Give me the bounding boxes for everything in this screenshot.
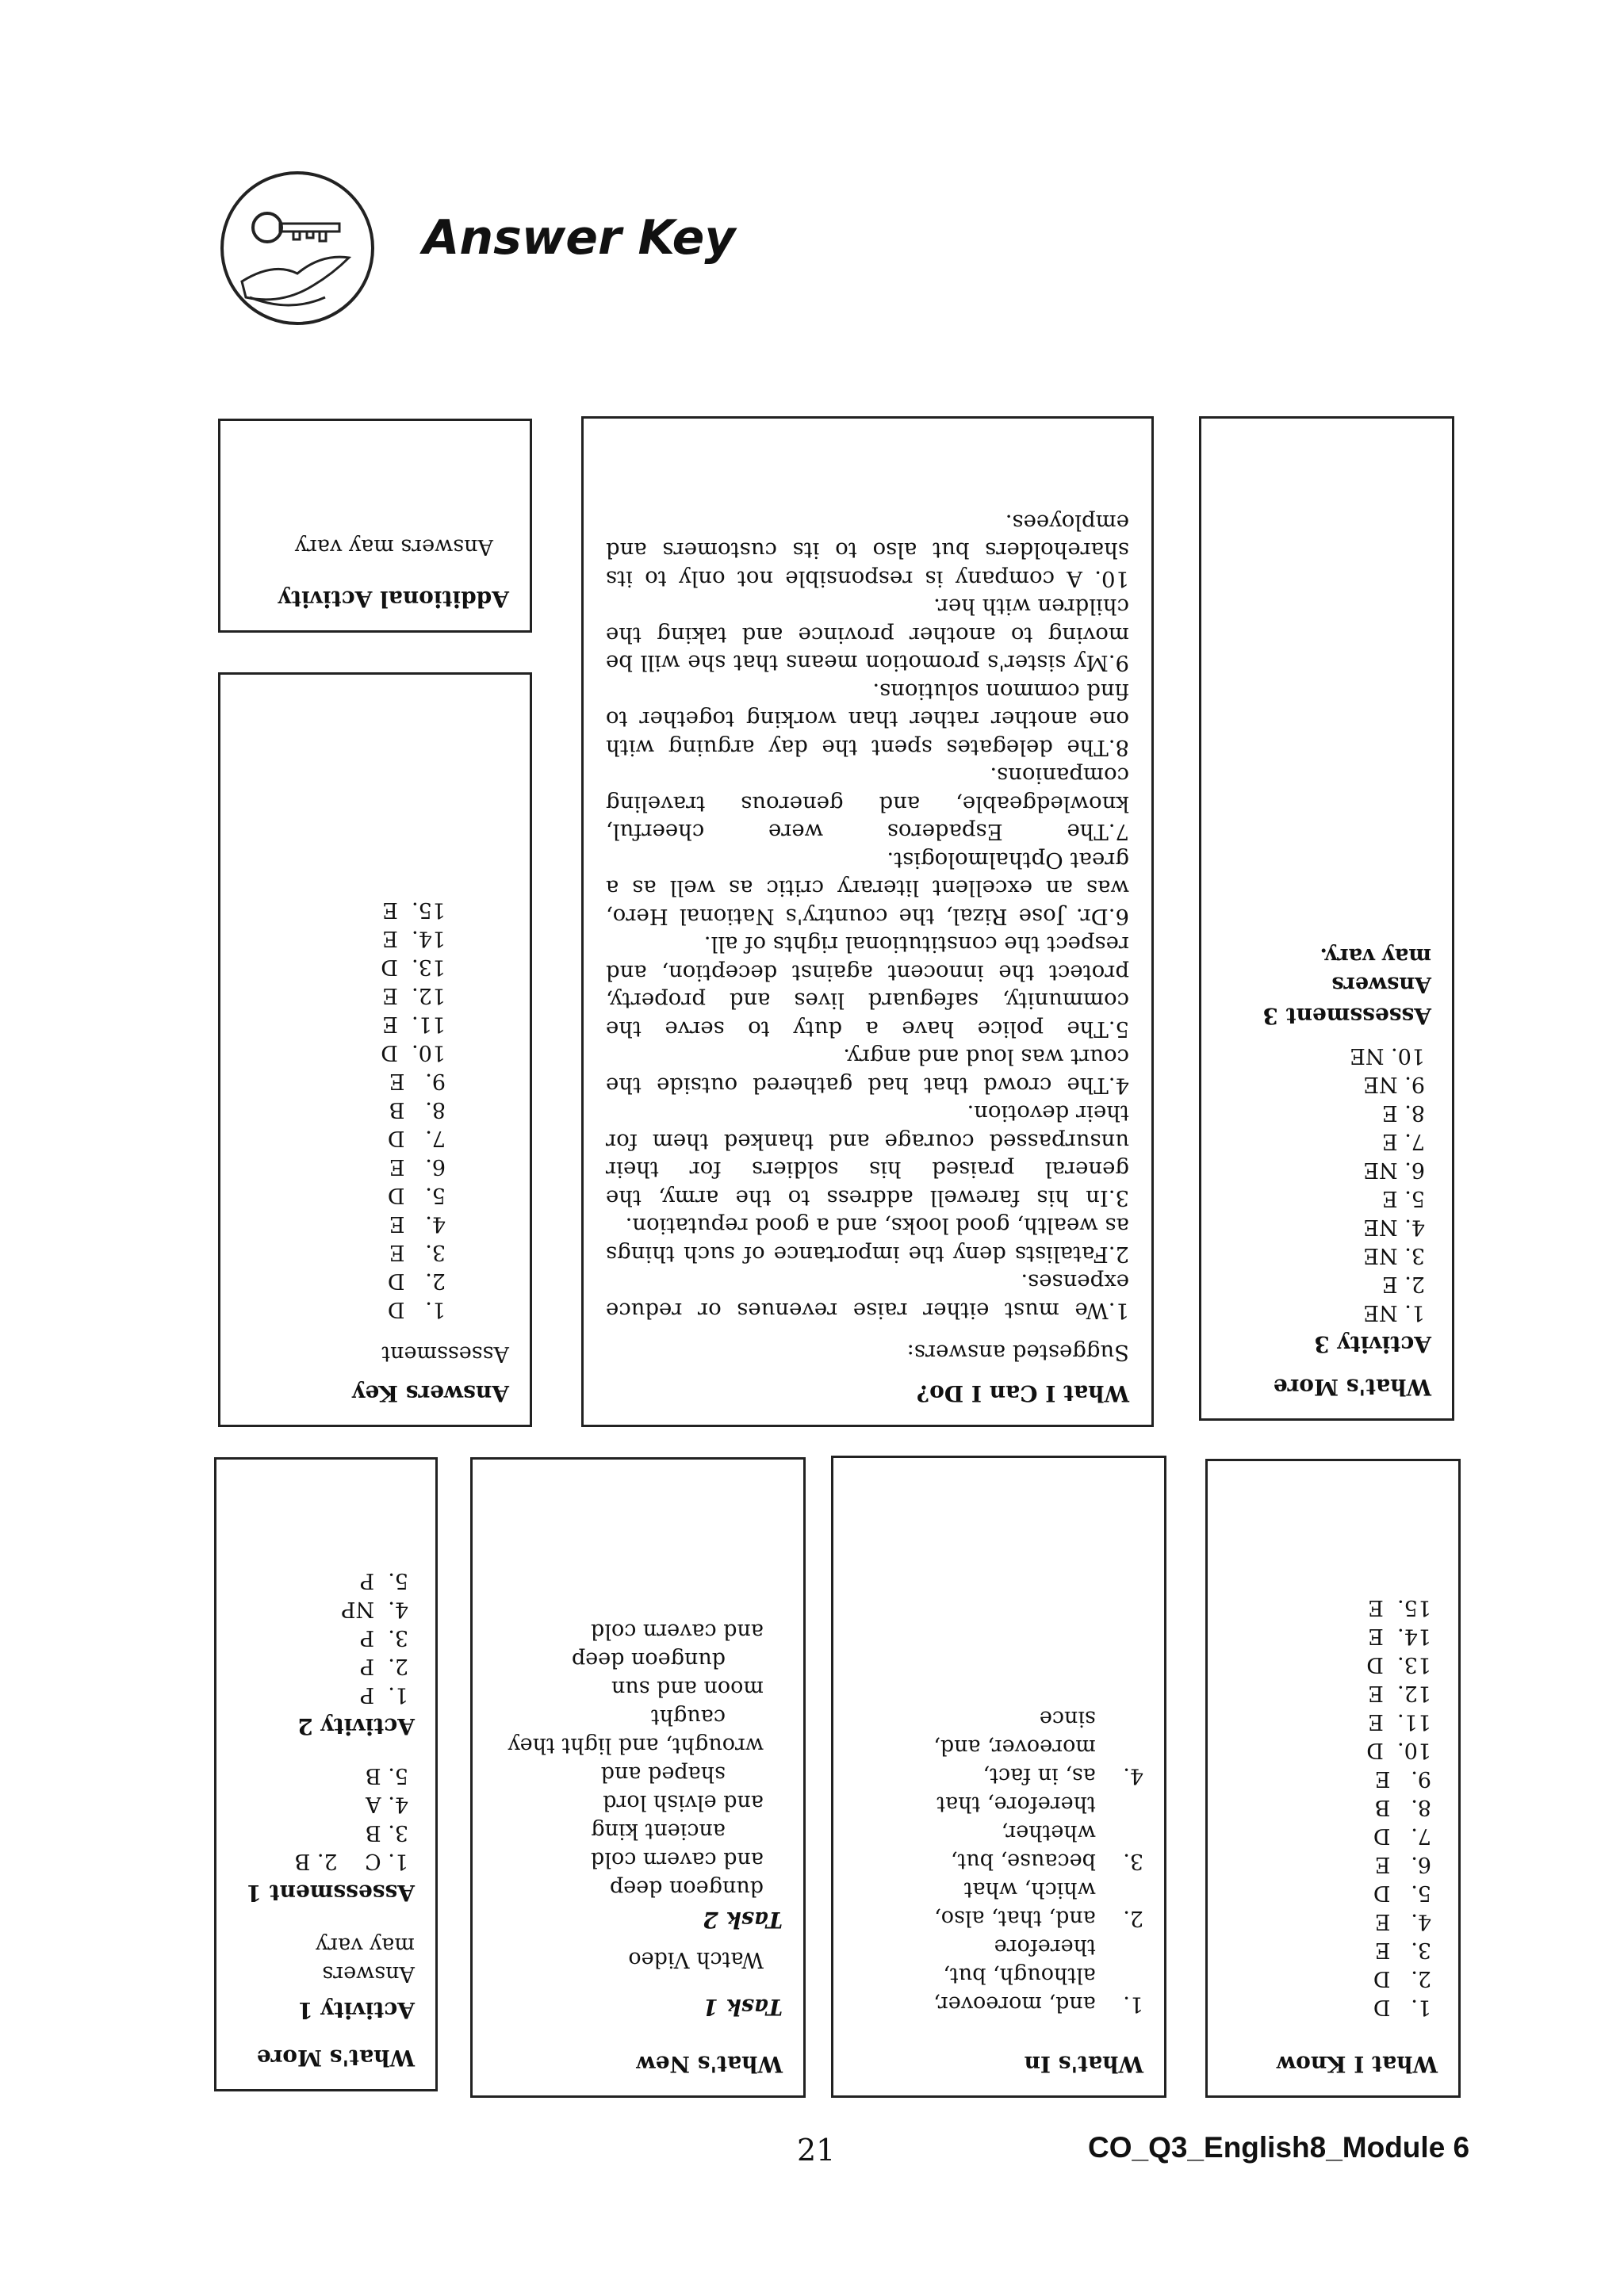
list-item: 14. E [1368,1624,1431,1648]
section-sub: Assessment [381,1341,509,1366]
list-item: 8. E [1381,1100,1425,1125]
list-item: 2. D [1373,1966,1431,1991]
whats-in-box [831,1456,1166,2098]
module-label: CO_Q3_English8_Module 6 [1088,2131,1470,2164]
list-item: 2. D [387,1269,446,1293]
answer-text: Answers may vary [315,1933,415,1986]
list-item: 4. NE [1363,1215,1425,1239]
list-item: 11. E [1368,1709,1431,1734]
list-item: 11. E [382,1012,446,1036]
list-item: therefore, that [936,1792,1143,1816]
list-item: 4. E [389,1211,446,1236]
whats-more-activity1-box [214,1457,438,2091]
list-item: ancient king [591,1819,726,1843]
list-item: 9. E [1374,1766,1431,1791]
list-item: 2. P [359,1654,408,1678]
additional-activity-box [218,419,532,633]
list-item: 12. E [382,983,446,1008]
list-item: wrought, and light they [508,1733,764,1758]
list-item: whether, [1001,1820,1143,1845]
list-item: 1. C 2. B [294,1849,408,1873]
section-sub: Task 2 [703,1907,783,1933]
list-item: 12. E [1368,1681,1431,1705]
list-item: 3. NE [1363,1243,1425,1268]
list-item: 9. NE [1363,1072,1425,1096]
answer-key-logo [218,163,381,333]
answer-text: Answers may vary. [1320,943,1431,997]
list-item: 8.The delegates spent the day arguing with one another rather than working together to find common solutions. [606,679,1129,760]
list-item: 13. D [1366,1652,1431,1677]
list-item: which, what [963,1877,1143,1902]
section-sub: Activity 2 [297,1713,415,1739]
list-item: 3. E [1374,1938,1431,1962]
list-item: 5. E [1381,1186,1425,1211]
list-item: 7. D [387,1126,446,1150]
list-item: 3. P [359,1625,408,1650]
list-item: since [1039,1706,1143,1731]
list-item: 5. D [1373,1881,1431,1905]
list-item: 10. D [1366,1738,1431,1762]
list-item: 5. P [359,1568,408,1593]
list-item: 10. NE [1350,1043,1425,1068]
list-item: 6. E [389,1154,446,1179]
list-item: dungeon deep [571,1647,726,1672]
list-item: 2. and, that, also, [934,1906,1143,1931]
list-item: 9.My sister's promotion means that she will be moving to another province and taking the children with her. [606,594,1129,676]
list-item: 8. B [1374,1795,1431,1820]
page-number: 21 [797,2133,836,2168]
list-item: 14. E [382,926,446,951]
list-item: 4. A [366,1792,408,1816]
list-item: 4. NP [341,1597,408,1621]
list-item: 3.In his farewell address to the army, the general praised his soldiers for their unsurpassed courage and thanked them for their devotion. [606,1100,1129,1211]
list-item: 15. E [382,897,446,922]
section-header: Answers Key [352,1380,509,1406]
list-item: shaped and [600,1762,726,1786]
list-item: 8. B [389,1097,446,1122]
answers-key-box [218,672,532,1427]
list-item: 5. D [387,1183,446,1207]
section-header: What I Know [1277,2051,1438,2077]
what-i-can-do-box [581,416,1154,1427]
list-item: 4. E [1374,1909,1431,1934]
list-item: 10. D [381,1040,446,1065]
list-item: 2. E [1381,1272,1425,1296]
list-item: 1. D [387,1297,446,1322]
list-item: and cavern cold [591,1847,764,1872]
list-item: 1. P [359,1682,408,1707]
list-item: 10. A company is responsible not only to its shareholders but also to its customers and employees. [606,510,1129,591]
list-item: 13. D [381,955,446,979]
list-item: 7.The Espaderos were cheerful, knowledgeable, and generous traveling companions. [606,763,1129,845]
list-item: 7. D [1373,1823,1431,1848]
list-item: 1. NE [1363,1300,1425,1325]
list-item: caught [650,1705,726,1729]
section-header: What I Can I Do? [916,1380,1129,1406]
list-item: 7. E [1381,1129,1425,1154]
page-title: Answer Key [423,210,736,266]
section-sub: Assessment 1 [246,1880,415,1906]
list-item: 6.Dr. Jose Rizal, the country's National Hero, was an excellent literary critic as well as a great Opthalmologist. [606,848,1129,929]
section-sub: Suggested answers: [906,1340,1129,1366]
answer-text: Watch Video [628,1947,764,1972]
section-sub: Activity 1 [297,1997,415,2023]
section-sub: Task 1 [703,1994,783,2020]
section-header: Additional Activity [278,586,509,612]
section-header: What's More [256,2045,415,2071]
list-item: 2.Fatalists deny the importance of such things as wealth, good looks, and a good reputation. [606,1213,1129,1267]
section-sub: Assessment 3 [1262,1003,1431,1029]
list-item: 6. E [1374,1852,1431,1877]
section-header: What's In [1024,2051,1143,2077]
list-item: dungeon deep [609,1876,764,1900]
list-item: 3. because, but, [950,1849,1143,1873]
list-item: 5.The police have a duty to serve the community, safeguard lives and property, protect the innocent against deception, and respect the constitutional rights of all. [606,932,1129,1042]
whats-more-activity3-box [1199,416,1454,1421]
list-item: 1. D [1373,1995,1431,2019]
list-item: 4. as, in fact, [982,1763,1143,1788]
list-item: 5. B [365,1763,408,1788]
list-item: 15. E [1368,1595,1431,1620]
list-item: moon and sun [611,1676,764,1701]
list-item: therefore [994,1934,1143,1959]
list-item: although, but, [943,1963,1143,1988]
list-item: 1. and, moreover, [933,1992,1143,2016]
list-item: 4.The crowd that had gathered outside the court was loud and angry. [606,1044,1129,1098]
list-item: and cavern cold [591,1619,764,1644]
answer-text: Answers may vary [294,534,493,559]
list-item: and elvish lord [603,1790,764,1815]
section-header: What's More [1273,1374,1431,1400]
list-item: 9. E [389,1069,446,1093]
section-sub: Activity 3 [1314,1331,1431,1357]
list-item: 6. NE [1363,1158,1425,1182]
list-item: 3. E [389,1240,446,1265]
section-header: What's New [636,2051,783,2077]
list-item: 1.We must either raise revenues or reduce expenses. [606,1269,1129,1323]
what-i-know-box [1205,1459,1461,2098]
list-item: 3. B [365,1820,408,1845]
whats-new-box [470,1457,806,2098]
list-item: moreover, and, [933,1735,1143,1759]
